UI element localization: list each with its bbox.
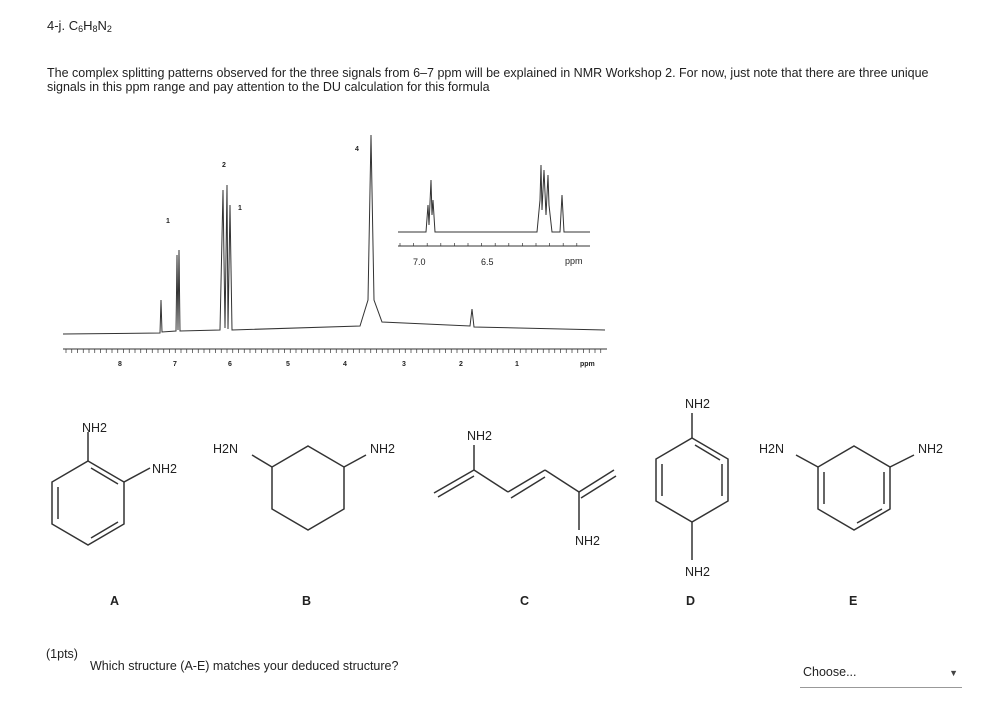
points-label: (1pts) [46, 647, 78, 661]
axis-tick-6: 6 [228, 361, 232, 368]
group-label: NH2 [370, 442, 396, 456]
structure-letter-c: C [520, 594, 530, 608]
group-label: H2N [759, 442, 785, 456]
structure-letter-a: A [110, 594, 120, 608]
dropdown-value: Choose... [803, 665, 857, 679]
inset-tick-6.5: 6.5 [481, 257, 494, 267]
inset-unit: ppm [565, 256, 583, 266]
axis-tick-1: 1 [515, 361, 519, 368]
group-label: NH2 [82, 421, 108, 435]
question-number: 4-j. [47, 18, 66, 33]
chevron-down-icon: ▼ [949, 668, 958, 678]
group-label: NH2 [918, 442, 944, 456]
axis-unit: ppm [580, 361, 595, 368]
question-prompt: Which structure (A-E) matches your deduced structure? [90, 659, 399, 673]
structure-b [252, 446, 366, 530]
integration-label: 1 [238, 205, 242, 212]
axis-tick-3: 3 [402, 361, 406, 368]
structure-e [796, 446, 914, 530]
axis-tick-2: 2 [459, 361, 463, 368]
group-label: H2N [213, 442, 239, 456]
structure-a [52, 432, 150, 545]
group-label: NH2 [685, 397, 711, 411]
molecular-formula: $C_6H_8N_2$ [68, 18, 112, 34]
structure-d [656, 413, 728, 560]
structure-letter-e: E [849, 594, 858, 608]
group-label: NH2 [685, 565, 711, 579]
group-label: NH2 [152, 462, 178, 476]
spectrum-trace [63, 135, 605, 334]
integration-label: 2 [222, 162, 226, 169]
answer-dropdown[interactable] [800, 660, 962, 688]
structure-letter-d: D [686, 594, 696, 608]
structure-c [434, 445, 616, 530]
group-label: NH2 [575, 534, 601, 548]
axis-tick-7: 7 [173, 361, 177, 368]
structure-letter-b: B [302, 594, 312, 608]
axis-tick-5: 5 [286, 361, 290, 368]
integration-label: 4 [355, 146, 359, 153]
group-label: NH2 [467, 429, 493, 443]
integration-label: 1 [166, 218, 170, 225]
axis-tick-4: 4 [343, 361, 347, 368]
axis-tick-8: 8 [118, 361, 122, 368]
intro-text: The complex splitting patterns observed for the three signals from 6–7 ppm will be explained in NMR Workshop 2. For now, just note that there are three unique signals in this ppm range and pay attention to the DU calculation for this formula [47, 66, 929, 94]
inset-tick-7.0: 7.0 [413, 257, 426, 267]
inset-trace [398, 165, 590, 232]
